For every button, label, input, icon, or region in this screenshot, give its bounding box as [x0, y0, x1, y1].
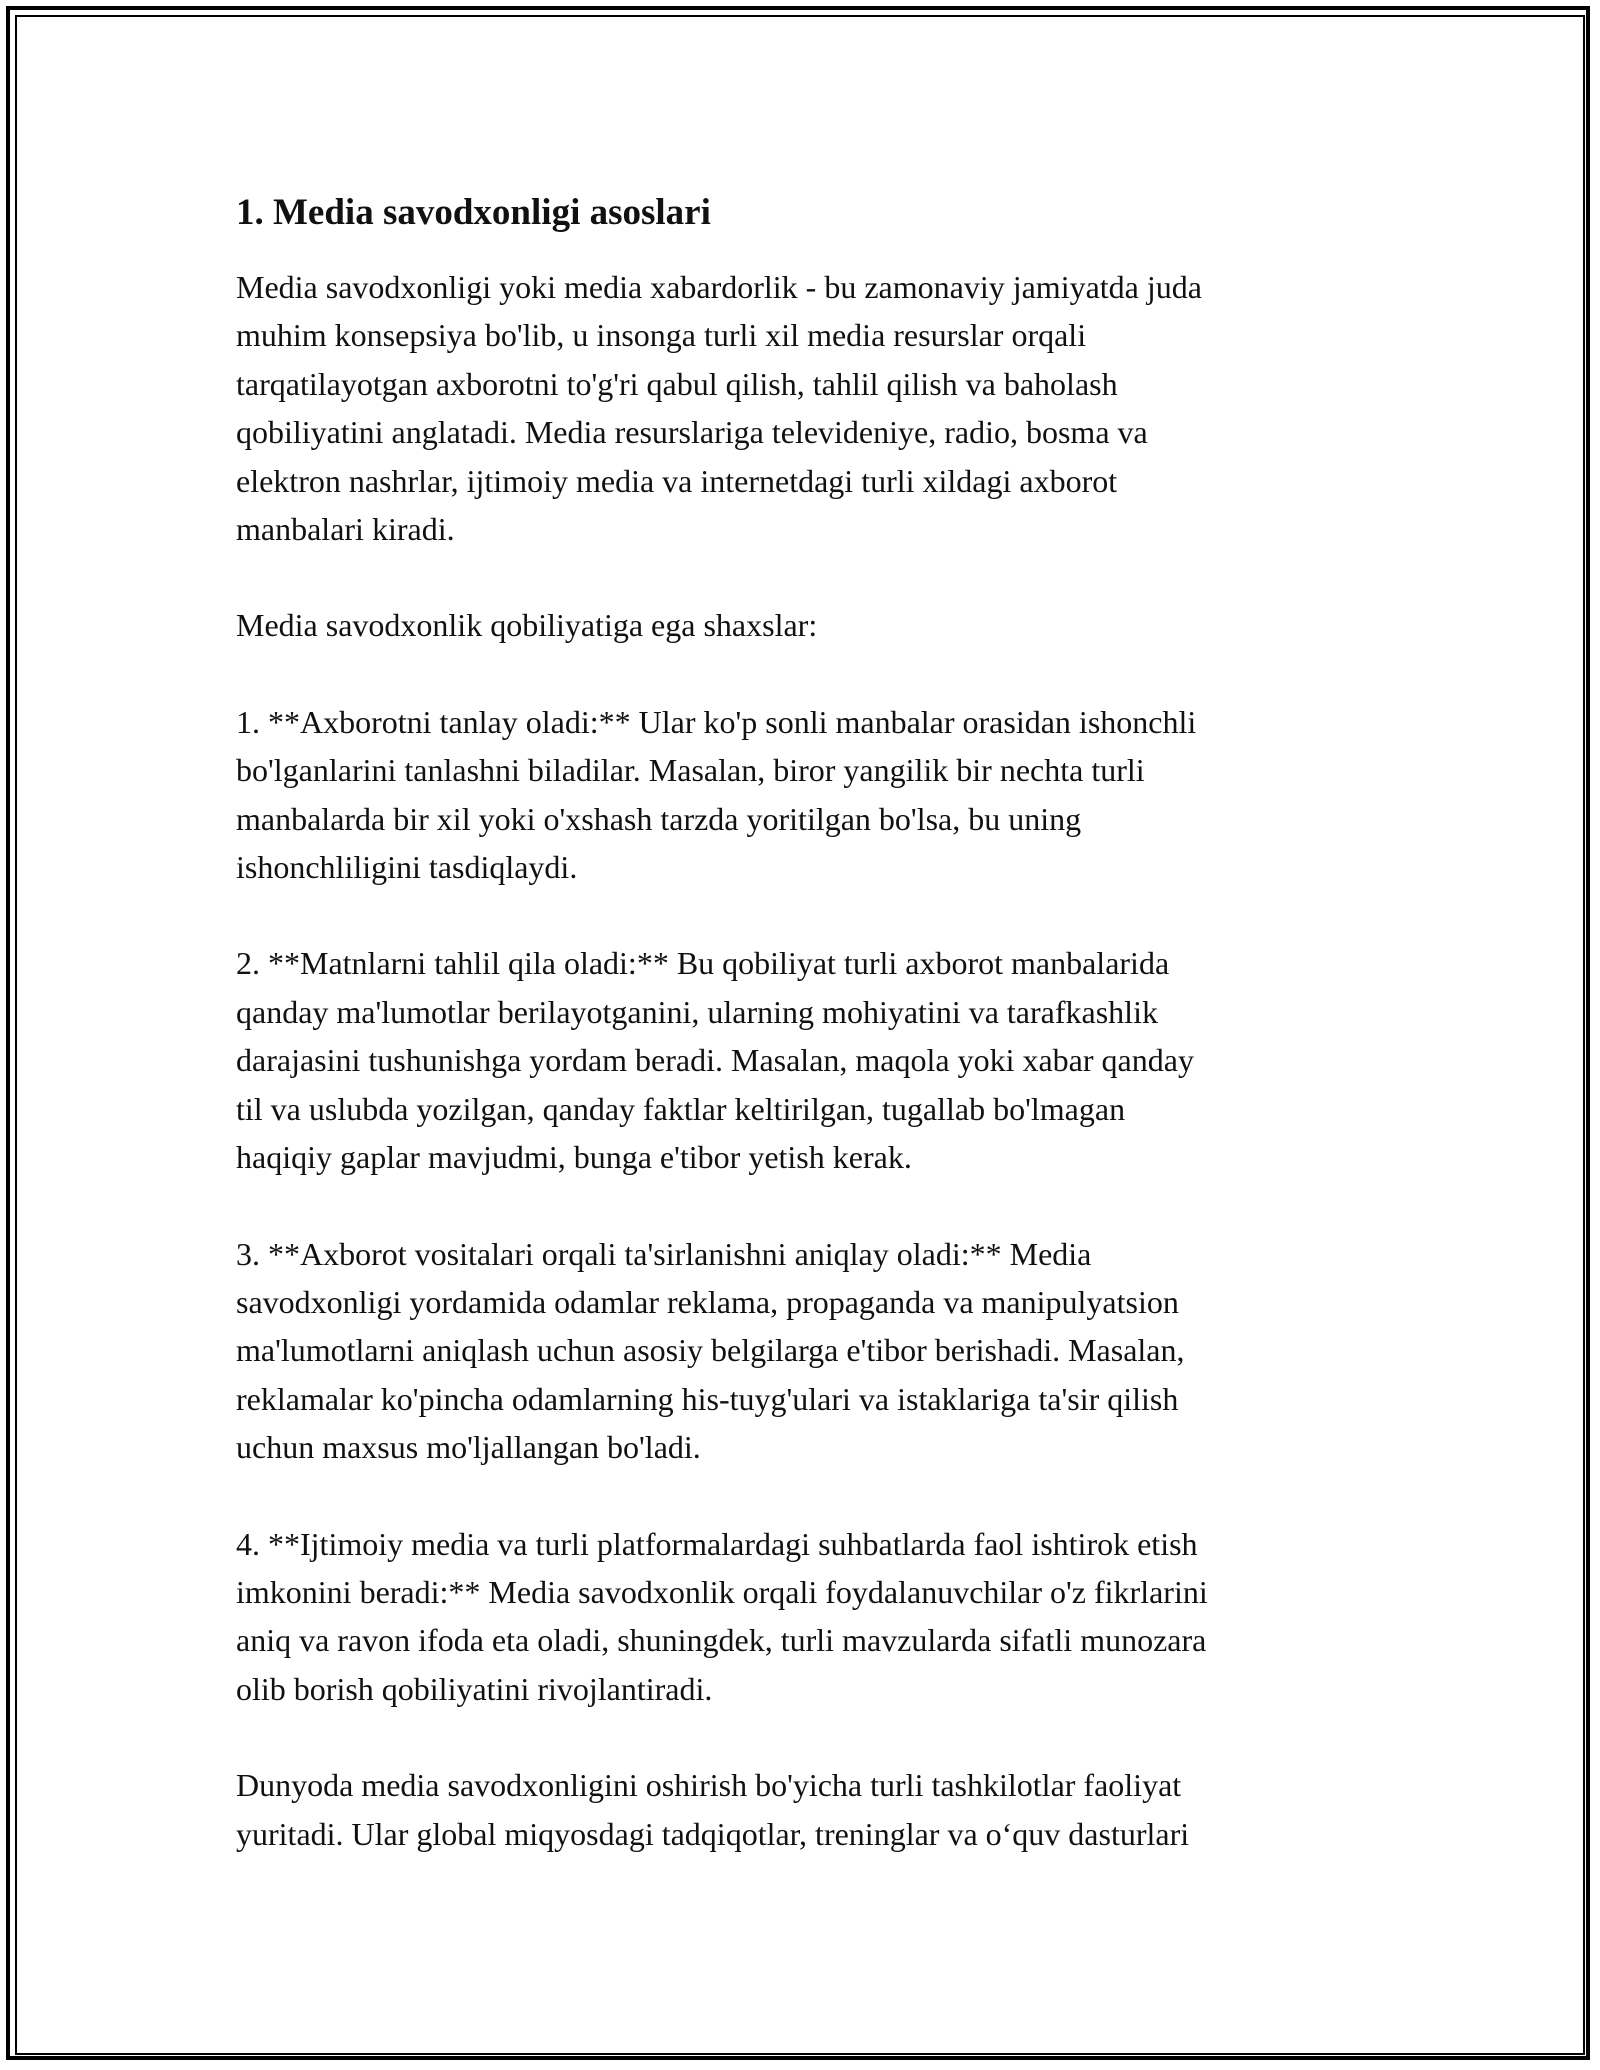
closing-paragraph: Dunyoda media savodxonligini oshirish bo'yicha turli tashkilotlar faoliyat yuritadi. Ular global miqyosdagi tadqiqotlar, treninglar va o‘quv dasturlari: [236, 1767, 1190, 1852]
section-heading: 1. Media savodxonligi asoslari: [236, 192, 711, 233]
document-body: [236, 187, 1366, 1858]
list-item-1: 1. **Axborotni tanlay oladi:** Ular ko'p sonli manbalar orasidan ishonchli bo'lganlarini tanlashni biladilar. Masalan, biror yangilik bir nechta turli manbalarda bir xil yoki o'xshash tarzda yoritilgan bo'lsa, bu uning ishonchliligini tasdiqlaydi.: [236, 703, 1197, 886]
list-intro-paragraph: Media savodxonlik qobiliyatiga ega shaxslar:: [236, 607, 818, 644]
list-item-2: 2. **Matnlarni tahlil qila oladi:** Bu qobiliyat turli axborot manbalarida qanday ma'lumotlar berilayotganini, ularning mohiyatini va tarafkashlik darajasini tushunishga yordam beradi. Masalan, maqola yoki xabar qanday til va uslubda yozilgan, qanday faktlar keltirilgan, tugallab bo'lmagan haqiqiy gaplar mavjudmi, bunga e'tibor yetish kerak.: [236, 945, 1194, 1176]
list-item-3: 3. **Axborot vositalari orqali ta'sirlanishni aniqlay oladi:** Media savodxonligi yordamida odamlar reklama, propaganda va manipulyatsion ma'lumotlarni aniqlash uchun asosiy belgilarga e'tibor berishadi. Masalan, reklamalar ko'pincha odamlarning his-tuyg'ulari va istaklariga ta'sir qilish uchun maxsus mo'ljallangan bo'ladi.: [236, 1235, 1185, 1466]
list-item-4: 4. **Ijtimoiy media va turli platformalardagi suhbatlarda faol ishtirok etish imkonini beradi:** Media savodxonlik orqali foydalanuvchilar o'z fikrlarini aniq va ravon ifoda eta oladi, shuningdek, turli mavzularda sifatli munozara olib borish qobiliyatini rivojlantiradi.: [236, 1525, 1208, 1707]
intro-paragraph: Media savodxonligi yoki media xabardorlik - bu zamonaviy jamiyatda juda muhim konsepsiya bo'lib, u insonga turli xil media resurslar orqali tarqatilayotgan axborotni to'g'ri qabul qilish, tahlil qilish va baholash qobiliyatini anglatadi. Media resurslariga televideniye, radio, bosma va elektron nashrlar, ijtimoiy media va internetdagi turli xildagi axborot manbalari kiradi.: [236, 269, 1202, 548]
